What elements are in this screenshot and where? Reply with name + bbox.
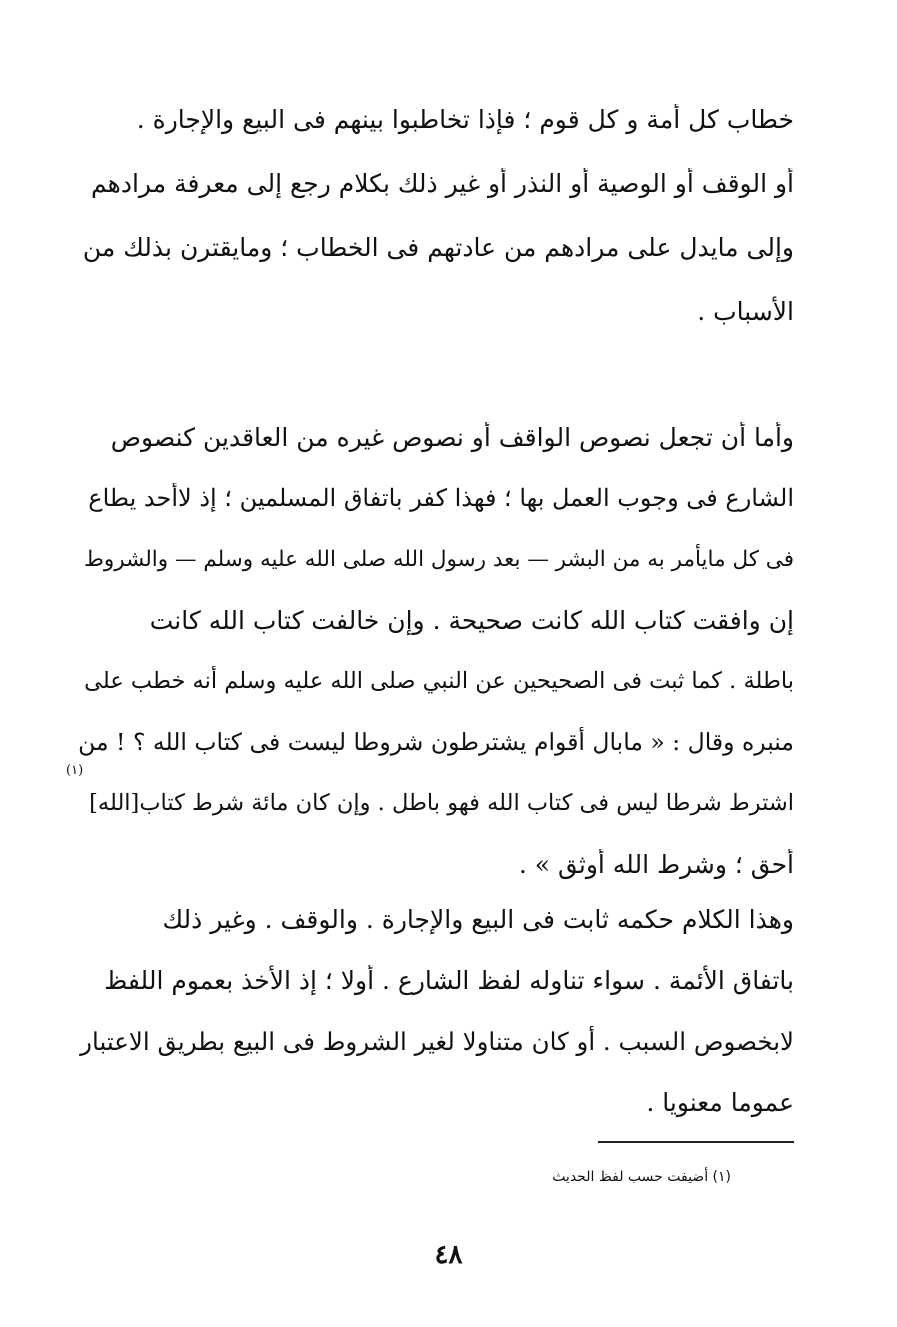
- paragraph-2: [78, 422, 794, 910]
- text-line: وأما أن تجعل نصوص الواقف أو نصوص غيره من العاقدين كنصوص: [110, 423, 794, 452]
- text-line: اشترط شرطا ليس فى كتاب الله فهو باطل . وإن كان مائة شرط كتاب[الله]: [89, 790, 794, 816]
- text-line: وهذا الكلام حكمه ثابت فى البيع والإجارة . والوقف . وغير ذلك: [162, 905, 794, 934]
- footnote-marker: (١): [66, 763, 84, 778]
- text-line: باتفاق الأئمة . سواء تناوله لفظ الشارع . أولا ؛ إذ الأخذ بعموم اللفظ: [104, 966, 794, 995]
- text-line: أحق ؛ وشرط الله أوثق » .: [518, 850, 794, 879]
- paragraph-3: [78, 904, 794, 1148]
- footnote: (١) أضيفت حسب لفظ الحديث: [552, 1169, 731, 1185]
- text-line: إن وافقت كتاب الله كانت صحيحة . وإن خالفت كتاب الله كانت: [149, 606, 794, 635]
- footnote-divider: [598, 1141, 794, 1143]
- text-line: فى كل مايأمر به من البشر — بعد رسول الله صلى الله عليه وسلم — والشروط: [83, 547, 794, 572]
- text-line: الأسباب .: [697, 297, 794, 326]
- text-line: عموما معنويا .: [646, 1088, 794, 1117]
- text-line: باطلة . كما ثبت فى الصحيحين عن النبي صلى الله عليه وسلم أنه خطب على: [84, 668, 794, 694]
- text-line: وإلى مايدل على مرادهم من عادتهم فى الخطاب ؛ ومايقترن بذلك من: [82, 233, 794, 262]
- text-line: منبره وقال : « مابال أقوام يشترطون شروطا ليست فى كتاب الله ؟ ! من: [78, 728, 794, 756]
- text-line: الشارع فى وجوب العمل بها ؛ فهذا كفر باتفاق المسلمين ؛ إذ لاأحد يطاع: [88, 484, 794, 512]
- page-number: ٤٨: [434, 1240, 463, 1270]
- text-line: خطاب كل أمة و كل قوم ؛ فإذا تخاطبوا بينهم فى البيع والإجارة .: [136, 105, 794, 134]
- text-line: لابخصوص السبب . أو كان متناولا لغير الشروط فى البيع بطريق الاعتبار: [80, 1027, 794, 1056]
- text-line: أو الوقف أو الوصية أو النذر أو غير ذلك بكلام رجع إلى معرفة مرادهم: [91, 169, 794, 198]
- paragraph-1: [78, 104, 794, 360]
